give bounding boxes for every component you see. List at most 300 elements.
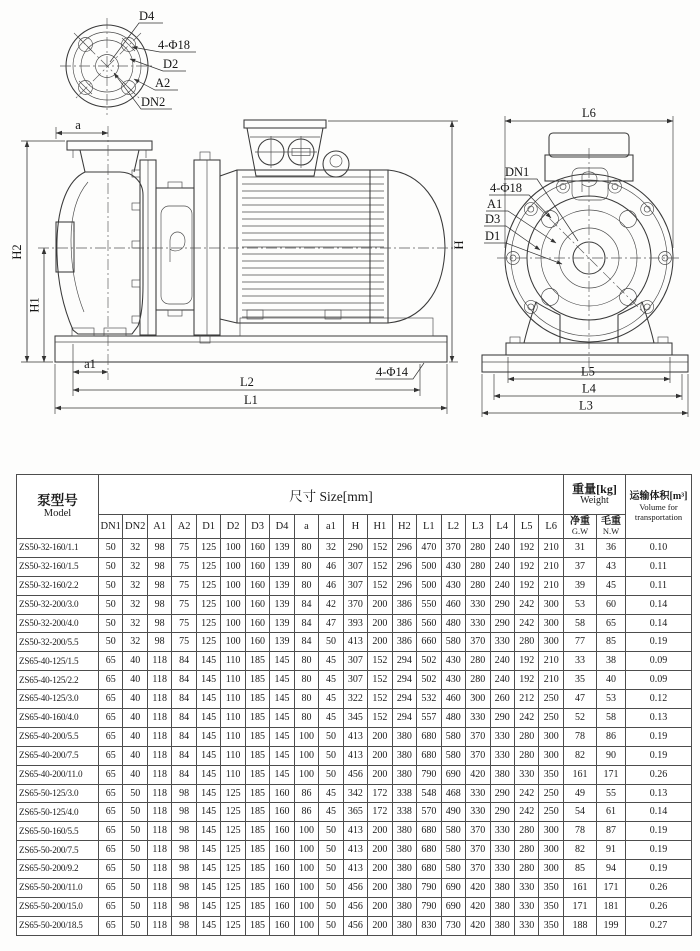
value-cell: 430 xyxy=(441,652,465,671)
value-cell: 61 xyxy=(596,803,625,822)
value-cell: 380 xyxy=(392,879,416,898)
table-row xyxy=(17,746,692,765)
value-cell: 430 xyxy=(441,557,465,576)
value-cell: 98 xyxy=(147,539,171,558)
value-cell: 660 xyxy=(417,633,441,652)
value-cell: 307 xyxy=(343,652,367,671)
value-cell: 100 xyxy=(294,860,318,879)
value-cell: 40 xyxy=(123,765,147,784)
model-cell: ZS50-32-200/3.0 xyxy=(17,595,99,614)
value-cell: 350 xyxy=(539,897,564,916)
value-cell: 338 xyxy=(392,803,416,822)
value-cell: 145 xyxy=(196,765,220,784)
value-cell: 75 xyxy=(172,595,196,614)
value-cell: 80 xyxy=(294,652,318,671)
value-cell: 145 xyxy=(196,879,220,898)
value-cell: 152 xyxy=(368,690,392,709)
value-cell: 0.26 xyxy=(626,897,692,916)
value-cell: 100 xyxy=(221,595,245,614)
value-cell: 50 xyxy=(319,727,343,746)
value-cell: 40 xyxy=(123,746,147,765)
value-cell: 125 xyxy=(196,633,220,652)
value-cell: 413 xyxy=(343,633,367,652)
value-cell: 50 xyxy=(319,916,343,935)
value-cell: 145 xyxy=(196,897,220,916)
value-cell: 192 xyxy=(514,671,538,690)
dim-column-header: D4 xyxy=(270,515,294,539)
value-cell: 200 xyxy=(368,879,392,898)
model-cell: ZS65-50-200/9.2 xyxy=(17,860,99,879)
value-cell: 296 xyxy=(392,539,416,558)
dim-column-header: D3 xyxy=(245,515,269,539)
value-cell: 65 xyxy=(99,879,123,898)
value-cell: 0.14 xyxy=(626,595,692,614)
end-view xyxy=(482,106,688,417)
dim-label-d4: D4 xyxy=(139,9,155,23)
value-cell: 85 xyxy=(596,633,625,652)
value-cell: 145 xyxy=(270,690,294,709)
value-cell: 125 xyxy=(221,822,245,841)
value-cell: 294 xyxy=(392,690,416,709)
value-cell: 161 xyxy=(563,765,596,784)
value-cell: 84 xyxy=(172,765,196,784)
table-row xyxy=(17,690,692,709)
value-cell: 125 xyxy=(196,539,220,558)
value-cell: 118 xyxy=(147,727,171,746)
value-cell: 370 xyxy=(466,822,490,841)
value-cell: 370 xyxy=(466,841,490,860)
value-cell: 0.13 xyxy=(626,709,692,728)
value-cell: 80 xyxy=(294,690,318,709)
value-cell: 118 xyxy=(147,879,171,898)
value-cell: 98 xyxy=(147,576,171,595)
value-cell: 185 xyxy=(245,671,269,690)
dim-column-header: H2 xyxy=(392,515,416,539)
table-row xyxy=(17,916,692,935)
model-column-header xyxy=(17,475,99,539)
value-cell: 200 xyxy=(368,727,392,746)
model-cell: ZS65-40-125/2.2 xyxy=(17,671,99,690)
dim-column-header: L1 xyxy=(417,515,441,539)
value-cell: 125 xyxy=(221,784,245,803)
value-cell: 160 xyxy=(245,539,269,558)
dim-label-l6: L6 xyxy=(582,106,596,120)
value-cell: 125 xyxy=(221,897,245,916)
value-cell: 50 xyxy=(123,784,147,803)
table-row xyxy=(17,822,692,841)
value-cell: 0.27 xyxy=(626,916,692,935)
value-cell: 50 xyxy=(99,614,123,633)
value-cell: 680 xyxy=(417,822,441,841)
value-cell: 490 xyxy=(441,803,465,822)
value-cell: 200 xyxy=(368,746,392,765)
value-cell: 460 xyxy=(441,595,465,614)
base-plate xyxy=(55,336,447,362)
value-cell: 386 xyxy=(392,614,416,633)
dim-label-l3: L3 xyxy=(579,398,593,413)
value-cell: 145 xyxy=(196,652,220,671)
value-cell: 330 xyxy=(514,897,538,916)
value-cell: 145 xyxy=(196,671,220,690)
value-cell: 110 xyxy=(221,727,245,746)
header-row-main xyxy=(17,475,692,515)
value-cell: 125 xyxy=(221,803,245,822)
value-cell: 50 xyxy=(99,557,123,576)
value-cell: 370 xyxy=(466,746,490,765)
value-cell: 300 xyxy=(539,746,564,765)
dim-column-header: L6 xyxy=(539,515,564,539)
dim-column-header: H1 xyxy=(368,515,392,539)
value-cell: 192 xyxy=(514,557,538,576)
value-cell: 0.19 xyxy=(626,841,692,860)
value-cell: 580 xyxy=(441,746,465,765)
model-cell: ZS65-40-200/11.0 xyxy=(17,765,99,784)
model-cell: ZS65-50-160/5.5 xyxy=(17,822,99,841)
value-cell: 75 xyxy=(172,557,196,576)
value-cell: 80 xyxy=(294,671,318,690)
value-cell: 50 xyxy=(99,633,123,652)
value-cell: 53 xyxy=(596,690,625,709)
table-row xyxy=(17,803,692,822)
dim-column-header: L4 xyxy=(490,515,514,539)
value-cell: 84 xyxy=(294,595,318,614)
value-cell: 54 xyxy=(563,803,596,822)
value-cell: 200 xyxy=(368,633,392,652)
value-cell: 84 xyxy=(172,746,196,765)
value-cell: 50 xyxy=(99,595,123,614)
value-cell: 98 xyxy=(172,822,196,841)
dim-label-end-bolts: 4-Φ18 xyxy=(490,181,523,195)
value-cell: 50 xyxy=(319,822,343,841)
table-row xyxy=(17,727,692,746)
value-cell: 185 xyxy=(245,784,269,803)
value-cell: 75 xyxy=(172,633,196,652)
value-cell: 200 xyxy=(368,897,392,916)
value-cell: 78 xyxy=(563,727,596,746)
value-cell: 393 xyxy=(343,614,367,633)
value-cell: 38 xyxy=(596,652,625,671)
value-cell: 413 xyxy=(343,727,367,746)
value-cell: 185 xyxy=(245,916,269,935)
value-cell: 110 xyxy=(221,746,245,765)
value-cell: 171 xyxy=(596,879,625,898)
value-cell: 80 xyxy=(294,557,318,576)
value-cell: 152 xyxy=(368,652,392,671)
value-cell: 300 xyxy=(539,860,564,879)
value-cell: 100 xyxy=(221,576,245,595)
value-cell: 145 xyxy=(270,652,294,671)
value-cell: 307 xyxy=(343,671,367,690)
value-cell: 55 xyxy=(596,784,625,803)
value-cell: 212 xyxy=(514,690,538,709)
value-cell: 84 xyxy=(172,671,196,690)
value-cell: 242 xyxy=(514,614,538,633)
value-cell: 470 xyxy=(417,539,441,558)
value-cell: 260 xyxy=(490,690,514,709)
value-cell: 50 xyxy=(99,576,123,595)
value-cell: 380 xyxy=(392,765,416,784)
value-cell: 118 xyxy=(147,822,171,841)
dim-label-dn1: DN1 xyxy=(505,165,530,179)
value-cell: 160 xyxy=(270,916,294,935)
table-row xyxy=(17,633,692,652)
value-cell: 65 xyxy=(99,652,123,671)
motor-fins xyxy=(242,177,384,317)
value-cell: 50 xyxy=(123,879,147,898)
value-cell: 145 xyxy=(196,690,220,709)
value-cell: 560 xyxy=(417,614,441,633)
value-cell: 110 xyxy=(221,671,245,690)
value-cell: 300 xyxy=(539,614,564,633)
value-cell: 296 xyxy=(392,557,416,576)
spec-table xyxy=(16,474,692,936)
value-cell: 350 xyxy=(539,916,564,935)
suction-flange xyxy=(67,141,152,150)
model-cell: ZS50-32-160/1.1 xyxy=(17,539,99,558)
value-cell: 98 xyxy=(172,916,196,935)
value-cell: 160 xyxy=(270,803,294,822)
dim-label-l2: L2 xyxy=(240,375,254,389)
value-cell: 65 xyxy=(99,765,123,784)
value-cell: 172 xyxy=(368,803,392,822)
value-cell: 50 xyxy=(123,841,147,860)
value-cell: 65 xyxy=(99,822,123,841)
value-cell: 500 xyxy=(417,576,441,595)
value-cell: 730 xyxy=(441,916,465,935)
value-cell: 86 xyxy=(294,784,318,803)
value-cell: 280 xyxy=(514,633,538,652)
value-cell: 300 xyxy=(466,690,490,709)
model-cell: ZS50-32-160/1.5 xyxy=(17,557,99,576)
value-cell: 50 xyxy=(319,765,343,784)
value-cell: 82 xyxy=(563,841,596,860)
value-cell: 280 xyxy=(466,576,490,595)
value-cell: 345 xyxy=(343,709,367,728)
value-cell: 86 xyxy=(294,803,318,822)
value-cell: 152 xyxy=(368,557,392,576)
value-cell: 100 xyxy=(294,746,318,765)
value-cell: 84 xyxy=(294,614,318,633)
value-cell: 100 xyxy=(294,841,318,860)
value-cell: 330 xyxy=(466,784,490,803)
value-cell: 580 xyxy=(441,822,465,841)
dim-label-d1: D1 xyxy=(485,229,501,243)
value-cell: 145 xyxy=(196,746,220,765)
value-cell: 680 xyxy=(417,841,441,860)
value-cell: 100 xyxy=(294,765,318,784)
value-cell: 160 xyxy=(245,633,269,652)
value-cell: 32 xyxy=(123,595,147,614)
value-cell: 139 xyxy=(270,557,294,576)
value-cell: 80 xyxy=(294,709,318,728)
value-cell: 250 xyxy=(539,690,564,709)
model-cell: ZS65-50-125/3.0 xyxy=(17,784,99,803)
value-cell: 160 xyxy=(245,557,269,576)
value-cell: 413 xyxy=(343,860,367,879)
value-cell: 37 xyxy=(563,557,596,576)
value-cell: 125 xyxy=(221,916,245,935)
value-cell: 210 xyxy=(539,652,564,671)
value-cell: 98 xyxy=(172,879,196,898)
value-cell: 50 xyxy=(319,746,343,765)
casing-bolts xyxy=(132,170,140,323)
value-cell: 98 xyxy=(172,860,196,879)
value-cell: 322 xyxy=(343,690,367,709)
value-cell: 160 xyxy=(245,614,269,633)
value-cell: 830 xyxy=(417,916,441,935)
value-cell: 210 xyxy=(539,671,564,690)
value-cell: 502 xyxy=(417,652,441,671)
value-cell: 188 xyxy=(563,916,596,935)
value-cell: 280 xyxy=(514,841,538,860)
value-cell: 192 xyxy=(514,539,538,558)
value-cell: 192 xyxy=(514,652,538,671)
value-cell: 280 xyxy=(466,671,490,690)
value-cell: 145 xyxy=(270,709,294,728)
value-cell: 456 xyxy=(343,916,367,935)
value-cell: 65 xyxy=(99,803,123,822)
value-cell: 380 xyxy=(490,765,514,784)
table-row xyxy=(17,765,692,784)
value-cell: 580 xyxy=(441,841,465,860)
value-cell: 240 xyxy=(490,652,514,671)
value-cell: 242 xyxy=(514,803,538,822)
dim-label-l1: L1 xyxy=(244,393,258,407)
value-cell: 0.19 xyxy=(626,746,692,765)
value-cell: 200 xyxy=(368,841,392,860)
value-cell: 152 xyxy=(368,539,392,558)
flange-detail-view xyxy=(60,9,196,115)
value-cell: 139 xyxy=(270,576,294,595)
value-cell: 330 xyxy=(490,822,514,841)
table-row xyxy=(17,841,692,860)
value-cell: 160 xyxy=(245,595,269,614)
value-cell: 50 xyxy=(123,916,147,935)
value-cell: 413 xyxy=(343,841,367,860)
value-cell: 690 xyxy=(441,879,465,898)
value-cell: 40 xyxy=(123,727,147,746)
value-cell: 91 xyxy=(596,841,625,860)
value-cell: 84 xyxy=(294,633,318,652)
value-cell: 290 xyxy=(343,539,367,558)
value-cell: 35 xyxy=(563,671,596,690)
value-cell: 45 xyxy=(319,784,343,803)
value-cell: 0.13 xyxy=(626,784,692,803)
value-cell: 145 xyxy=(196,784,220,803)
value-cell: 118 xyxy=(147,784,171,803)
value-cell: 53 xyxy=(563,595,596,614)
table-row xyxy=(17,709,692,728)
model-cell: ZS65-50-125/4.0 xyxy=(17,803,99,822)
volume-header-en2: transportation xyxy=(634,511,683,522)
value-cell: 290 xyxy=(490,614,514,633)
value-cell: 370 xyxy=(466,633,490,652)
value-cell: 420 xyxy=(466,897,490,916)
value-cell: 0.11 xyxy=(626,576,692,595)
value-cell: 294 xyxy=(392,671,416,690)
value-cell: 47 xyxy=(319,614,343,633)
value-cell: 370 xyxy=(466,860,490,879)
value-cell: 110 xyxy=(221,690,245,709)
value-cell: 580 xyxy=(441,860,465,879)
value-cell: 330 xyxy=(466,803,490,822)
table-row xyxy=(17,576,692,595)
value-cell: 98 xyxy=(147,614,171,633)
value-cell: 98 xyxy=(172,897,196,916)
value-cell: 380 xyxy=(392,860,416,879)
dim-column-header: L3 xyxy=(466,515,490,539)
value-cell: 370 xyxy=(441,539,465,558)
value-cell: 118 xyxy=(147,652,171,671)
value-cell: 85 xyxy=(563,860,596,879)
volume-header xyxy=(626,475,692,539)
table-row xyxy=(17,652,692,671)
model-cell: ZS65-40-125/1.5 xyxy=(17,652,99,671)
value-cell: 32 xyxy=(123,576,147,595)
value-cell: 690 xyxy=(441,765,465,784)
value-cell: 98 xyxy=(172,784,196,803)
value-cell: 290 xyxy=(490,784,514,803)
value-cell: 98 xyxy=(147,557,171,576)
value-cell: 65 xyxy=(596,614,625,633)
value-cell: 0.14 xyxy=(626,803,692,822)
value-cell: 32 xyxy=(123,539,147,558)
value-cell: 386 xyxy=(392,633,416,652)
value-cell: 50 xyxy=(123,822,147,841)
value-cell: 145 xyxy=(270,765,294,784)
value-cell: 139 xyxy=(270,595,294,614)
value-cell: 152 xyxy=(368,576,392,595)
value-cell: 50 xyxy=(319,633,343,652)
value-cell: 75 xyxy=(172,614,196,633)
value-cell: 185 xyxy=(245,765,269,784)
value-cell: 125 xyxy=(221,860,245,879)
value-cell: 60 xyxy=(596,595,625,614)
value-cell: 47 xyxy=(563,690,596,709)
value-cell: 0.11 xyxy=(626,557,692,576)
value-cell: 502 xyxy=(417,671,441,690)
value-cell: 118 xyxy=(147,897,171,916)
value-cell: 338 xyxy=(392,784,416,803)
value-cell: 307 xyxy=(343,576,367,595)
value-cell: 100 xyxy=(294,822,318,841)
dim-label-h: H xyxy=(452,240,466,250)
value-cell: 185 xyxy=(245,841,269,860)
value-cell: 171 xyxy=(563,897,596,916)
dim-column-header: DN1 xyxy=(99,515,123,539)
value-cell: 580 xyxy=(441,633,465,652)
value-cell: 45 xyxy=(319,709,343,728)
value-cell: 280 xyxy=(514,822,538,841)
dim-label-d3: D3 xyxy=(485,212,501,226)
value-cell: 160 xyxy=(270,784,294,803)
value-cell: 152 xyxy=(368,709,392,728)
dim-label-h1: H1 xyxy=(27,297,42,313)
value-cell: 200 xyxy=(368,765,392,784)
value-cell: 290 xyxy=(490,803,514,822)
value-cell: 50 xyxy=(319,841,343,860)
value-cell: 242 xyxy=(514,595,538,614)
value-cell: 42 xyxy=(319,595,343,614)
size-header: 尺寸 Size[mm] xyxy=(99,475,564,515)
value-cell: 250 xyxy=(539,803,564,822)
dim-column-header: L2 xyxy=(441,515,465,539)
value-cell: 43 xyxy=(596,557,625,576)
value-cell: 300 xyxy=(539,633,564,652)
value-cell: 420 xyxy=(466,916,490,935)
value-cell: 680 xyxy=(417,860,441,879)
weight-header xyxy=(563,475,625,515)
